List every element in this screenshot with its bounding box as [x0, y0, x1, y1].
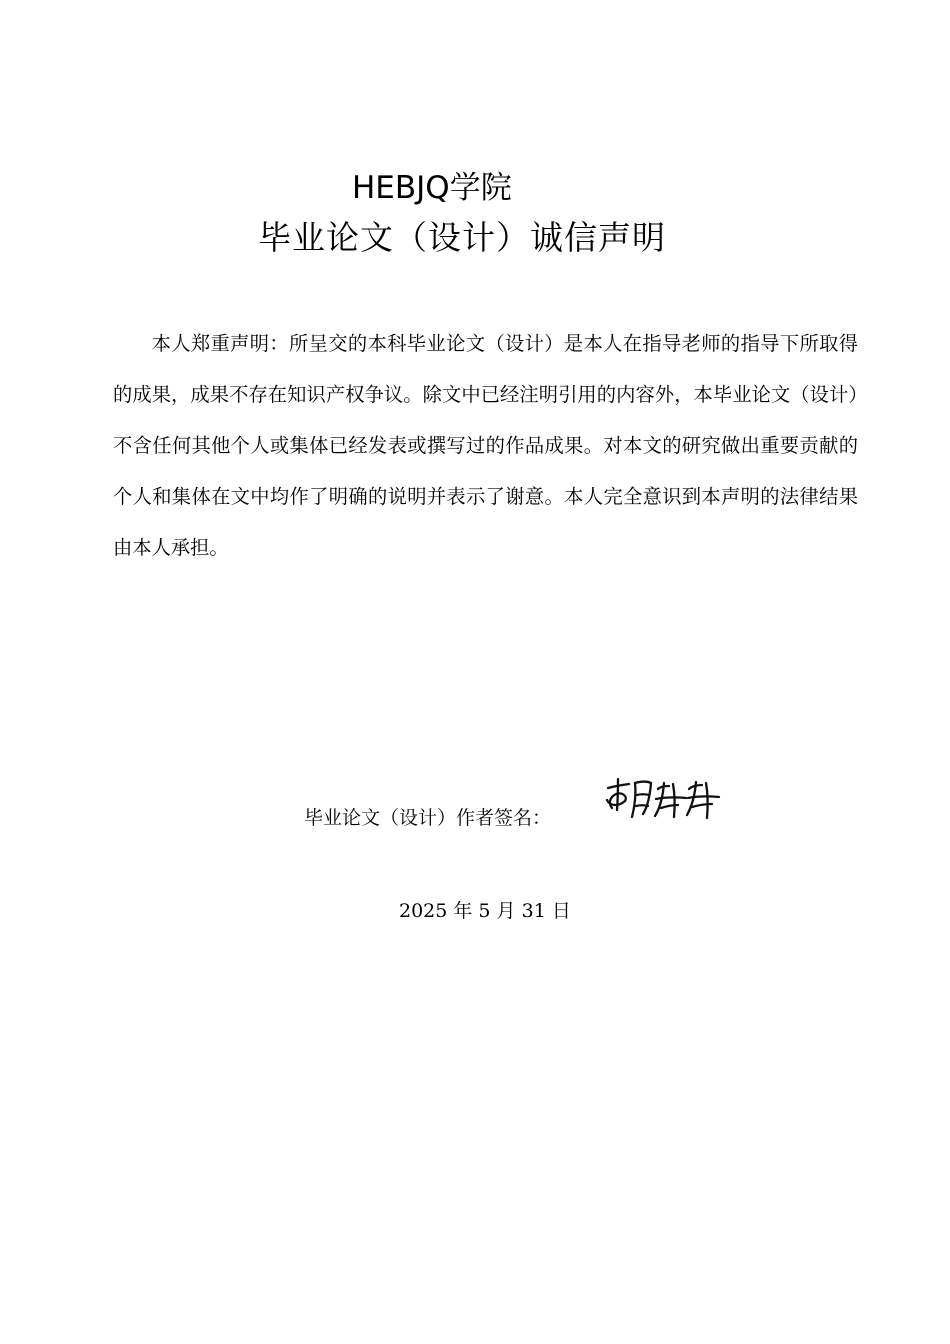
declaration-paragraph: 本人郑重声明：所呈交的本科毕业论文（设计）是本人在指导老师的指导下所取得的成果，成果不存在知识产权争议。除文中已经注明引用的内容外，本毕业论文（设计）不含任何其他个人或集体已经发表或撰写过的作品成果。对本文的研究做出重要贡献的个人和集体在文中均作了明确的说明并表示了谢意。本人完全意识到本声明的法律结果由本人承担。	[113, 332, 858, 559]
institution-name: HEBJQ学院	[352, 170, 512, 206]
handwritten-signature	[600, 775, 725, 825]
signature-label: 毕业论文（设计）作者签名：	[304, 807, 552, 829]
page-title: 毕业论文（设计）诚信声明	[258, 218, 666, 257]
declaration-date: 2025 年 5 月 31 日	[399, 900, 571, 922]
